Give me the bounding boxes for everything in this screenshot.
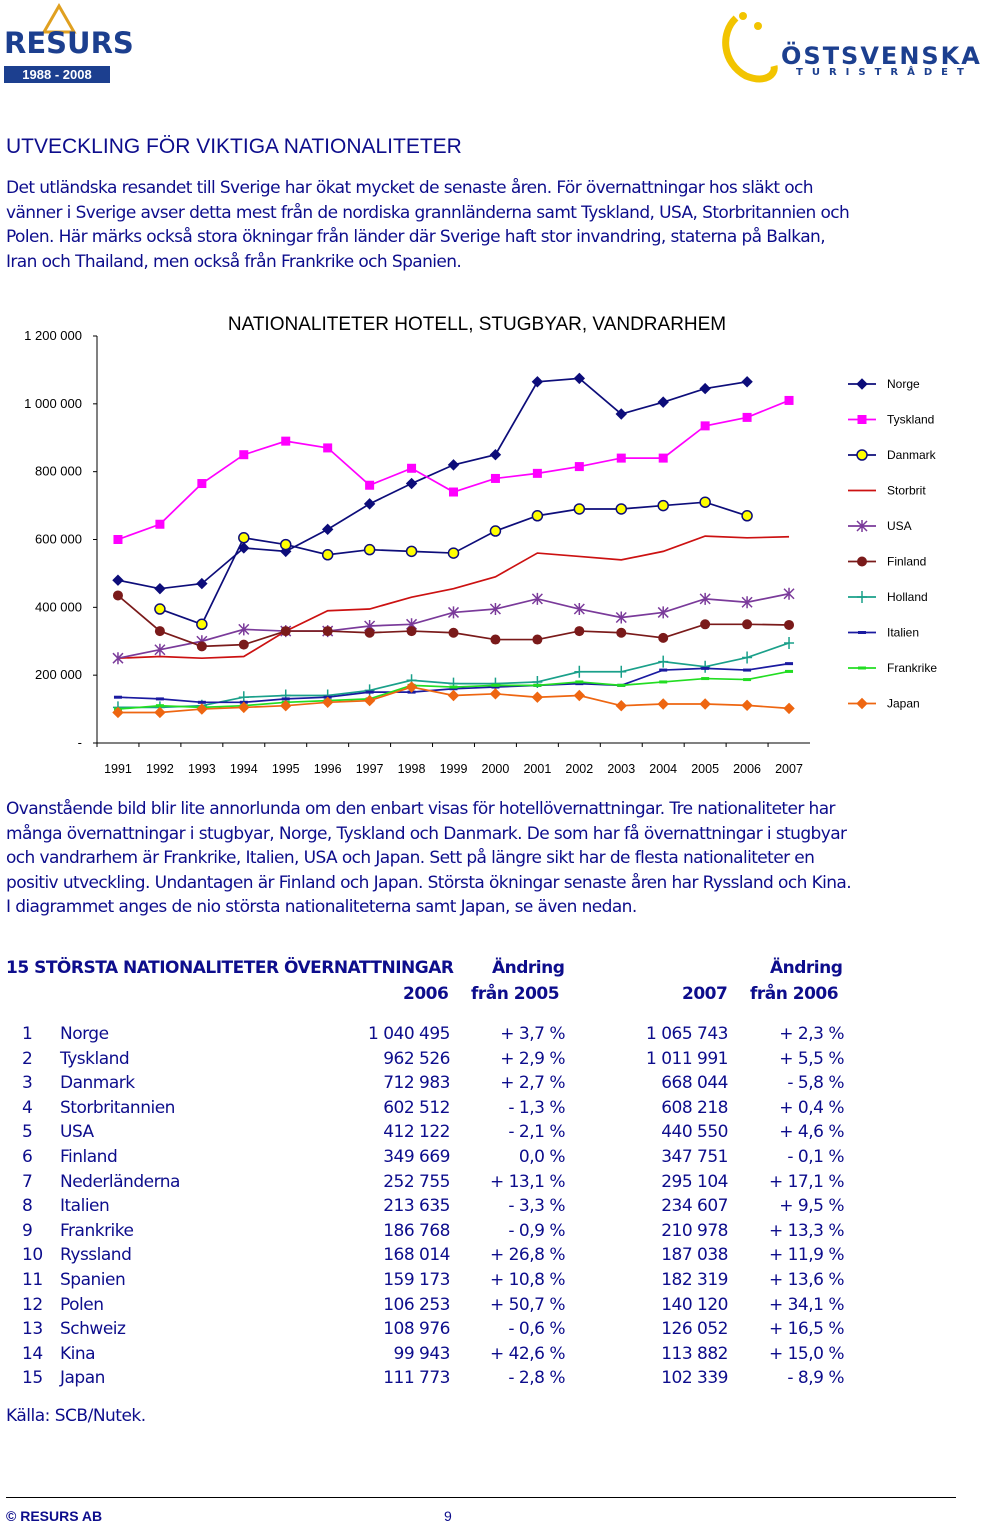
rank-cell: 15	[22, 1368, 43, 1389]
data-point	[155, 584, 165, 594]
series-line	[118, 595, 789, 646]
rank-cell: 3	[22, 1073, 33, 1094]
data-point	[197, 479, 206, 488]
data-point	[659, 669, 667, 672]
data-point	[617, 454, 626, 463]
nationality-cell: Danmark	[60, 1073, 135, 1094]
data-point	[198, 701, 206, 704]
col-from-2006: från 2006	[750, 984, 839, 1004]
table-row	[0, 1319, 960, 1343]
col-change-2007: Ändring	[770, 958, 843, 978]
legend-label: Finland	[887, 554, 927, 569]
value-2007-cell: 187 038	[661, 1245, 728, 1266]
series-finland	[113, 590, 794, 651]
nationality-cell: Finland	[60, 1147, 118, 1167]
data-point	[407, 479, 417, 489]
data-point	[616, 628, 626, 638]
nationality-cell: Storbritannien	[60, 1097, 175, 1118]
chart-legend	[848, 377, 937, 711]
data-point	[743, 669, 751, 672]
data-point	[533, 469, 542, 478]
data-point	[155, 520, 164, 529]
footer-copyright: © RESURS AB	[6, 1508, 103, 1524]
rank-cell: 2	[22, 1048, 33, 1069]
value-2006-cell: 168 014	[383, 1245, 450, 1266]
data-point	[742, 652, 752, 664]
data-point	[743, 678, 751, 681]
data-point	[574, 504, 584, 514]
data-point	[281, 437, 290, 446]
change-2007-cell: + 11,9 %	[768, 1245, 844, 1266]
y-tick-label: 600 000	[35, 531, 82, 547]
value-2006-cell: 349 669	[383, 1147, 450, 1167]
data-point	[700, 384, 710, 394]
data-point	[616, 666, 626, 678]
data-point	[239, 702, 249, 712]
paragraph-line: och vandrarhem är Frankrike, Italien, USA och Japan. Sett på längre sikt har de flesta nationaliteter en	[6, 848, 815, 869]
ostsvenska-logo-name: ÖSTSVENSKA	[781, 42, 982, 70]
data-point	[700, 699, 710, 709]
data-point	[784, 637, 794, 649]
data-point	[617, 684, 625, 687]
x-tick-label: 2004	[649, 762, 678, 776]
value-2007-cell: 102 339	[661, 1368, 728, 1389]
change-2006-cell: + 50,7 %	[489, 1294, 565, 1315]
legend-label: Norge	[887, 377, 920, 391]
legend-label: USA	[887, 519, 912, 533]
change-2006-cell: - 0,9 %	[508, 1220, 565, 1241]
intro-paragraph	[6, 176, 849, 274]
data-point	[784, 620, 794, 630]
x-tick-label: 2005	[691, 762, 720, 776]
data-point	[282, 697, 290, 700]
nationality-cell: Nederländerna	[60, 1171, 180, 1192]
rank-cell: 13	[22, 1319, 43, 1340]
change-2006-cell: + 42,6 %	[489, 1343, 565, 1364]
intro-line: vänner i Sverige avser detta mest från de nordiska grannländerna samt Tyskland, USA, Storbritannien och	[6, 202, 850, 223]
second-paragraph	[6, 797, 851, 920]
nationality-cell: Polen	[60, 1294, 104, 1315]
table-row	[0, 1270, 960, 1294]
data-point	[658, 501, 668, 511]
legend-item	[848, 484, 926, 498]
x-tick-label: 2007	[775, 762, 803, 776]
data-point	[155, 707, 165, 717]
table-row	[0, 1049, 960, 1073]
col-2006: 2006	[403, 984, 449, 1004]
data-point	[574, 666, 584, 678]
value-2007-cell: 347 751	[661, 1147, 728, 1167]
change-2006-cell: - 2,8 %	[508, 1368, 565, 1389]
data-point	[407, 464, 416, 473]
change-2007-cell: + 16,5 %	[768, 1319, 844, 1340]
nationalities-line-chart	[0, 300, 960, 790]
nationality-cell: Schweiz	[60, 1319, 126, 1340]
data-point	[323, 626, 333, 636]
x-tick-label: 2001	[523, 762, 552, 776]
x-tick-label: 1992	[146, 762, 174, 776]
value-2006-cell: 962 526	[383, 1048, 450, 1069]
change-2006-cell: - 0,6 %	[508, 1319, 565, 1340]
value-2007-cell: 295 104	[661, 1171, 728, 1192]
change-2006-cell: + 10,8 %	[489, 1270, 565, 1290]
data-point	[407, 546, 417, 556]
rank-cell: 1	[22, 1024, 33, 1044]
change-2007-cell: + 17,1 %	[768, 1171, 844, 1192]
data-point	[407, 682, 417, 692]
data-point	[742, 619, 752, 629]
value-2006-cell: 106 253	[383, 1294, 450, 1315]
change-2006-cell: 0,0 %	[518, 1147, 565, 1167]
nationality-cell: Frankrike	[60, 1220, 134, 1241]
change-2007-cell: - 0,1 %	[787, 1147, 844, 1167]
data-point	[113, 575, 123, 585]
legend-item	[848, 519, 912, 533]
data-point	[575, 462, 584, 471]
value-2007-cell: 182 319	[661, 1270, 728, 1290]
table-row	[0, 1221, 960, 1245]
data-point	[239, 640, 249, 650]
intro-line: Det utländska resandet till Sverige har ökat mycket de senaste åren. För övernattningar hos släkt och	[6, 178, 813, 198]
value-2006-cell: 99 943	[393, 1343, 450, 1364]
data-point	[858, 667, 866, 670]
data-point	[574, 626, 584, 636]
legend-label: Tyskland	[887, 412, 935, 427]
y-tick-label: 200 000	[35, 667, 82, 683]
data-point	[449, 460, 459, 470]
nationality-cell: Kina	[60, 1343, 96, 1364]
data-point	[155, 626, 165, 636]
table-row	[0, 1098, 960, 1122]
x-tick-label: 2002	[565, 762, 594, 776]
table-heading: 15 STÖRSTA NATIONALITETER ÖVERNATTNINGAR	[6, 958, 454, 978]
page-number: 9	[444, 1508, 452, 1524]
source-note: Källa: SCB/Nutek.	[6, 1406, 146, 1426]
change-2007-cell: + 34,1 %	[768, 1294, 844, 1315]
change-2007-cell: + 5,5 %	[779, 1048, 844, 1069]
data-point	[532, 635, 542, 645]
data-point	[365, 545, 375, 555]
series-usa	[113, 588, 794, 664]
legend-label: Italien	[887, 625, 920, 640]
data-point	[658, 397, 668, 407]
rank-cell: 5	[22, 1122, 33, 1143]
value-2007-cell: 668 044	[661, 1073, 728, 1094]
value-2007-cell: 140 120	[661, 1294, 728, 1315]
paragraph-line: många övernattningar i stugbyar, Norge, Tyskland och Danmark. De som har få övernattningar i stugbyar	[6, 823, 847, 844]
data-point	[857, 699, 867, 709]
table-row	[0, 1073, 960, 1097]
table-row	[0, 1295, 960, 1319]
data-point	[156, 704, 164, 707]
legend-label: Storbrit	[887, 483, 926, 498]
data-point	[449, 488, 458, 497]
legend-item	[848, 626, 919, 640]
ostsvenska-sun-icon	[716, 8, 776, 82]
legend-item	[848, 697, 920, 711]
data-point	[365, 481, 374, 490]
data-point	[857, 379, 867, 389]
nationality-cell: USA	[60, 1122, 94, 1143]
value-2007-cell: 440 550	[661, 1122, 728, 1143]
y-tick-label: 1 200 000	[24, 328, 82, 343]
data-point	[366, 691, 374, 694]
rank-cell: 14	[22, 1343, 43, 1364]
data-point	[532, 511, 542, 521]
nationality-cell: Spanien	[60, 1270, 126, 1290]
value-2006-cell: 712 983	[383, 1073, 450, 1094]
data-point	[449, 691, 459, 701]
data-point	[323, 550, 333, 560]
value-2006-cell: 108 976	[383, 1319, 450, 1340]
value-2006-cell: 412 122	[383, 1122, 450, 1143]
data-point	[785, 670, 793, 673]
change-2006-cell: + 26,8 %	[489, 1245, 565, 1266]
data-point	[616, 701, 626, 711]
series-line	[160, 502, 747, 624]
data-point	[658, 656, 668, 668]
data-point	[784, 703, 794, 713]
data-point	[239, 533, 249, 543]
y-tick-label: 1 000 000	[24, 395, 82, 411]
footer-divider	[6, 1497, 956, 1498]
data-point	[659, 454, 668, 463]
rank-cell: 12	[22, 1294, 43, 1315]
value-2006-cell: 1 040 495	[367, 1024, 450, 1044]
resurs-logo-word: RESURS	[4, 26, 134, 60]
change-2007-cell: + 9,5 %	[779, 1196, 844, 1217]
data-point	[742, 377, 752, 387]
change-2007-cell: + 13,6 %	[768, 1270, 844, 1290]
value-2007-cell: 126 052	[661, 1319, 728, 1340]
legend-label: Holland	[887, 590, 928, 604]
legend-label: Danmark	[887, 448, 936, 462]
rank-cell: 9	[22, 1220, 33, 1241]
legend-item	[848, 555, 926, 569]
table-row	[0, 1147, 960, 1171]
ostsvenska-logo-sub: TURISTRÅDET	[796, 67, 973, 78]
change-2007-cell: + 13,3 %	[768, 1220, 844, 1241]
data-point	[281, 626, 291, 636]
x-tick-label: 1998	[397, 762, 426, 776]
data-point	[574, 691, 584, 701]
change-2006-cell: + 3,7 %	[500, 1024, 565, 1044]
data-point	[490, 450, 500, 460]
change-2006-cell: + 2,7 %	[500, 1073, 565, 1094]
table-row	[0, 1024, 960, 1048]
x-tick-label: 1999	[439, 762, 468, 776]
value-2006-cell: 159 173	[383, 1270, 450, 1290]
change-2007-cell: + 4,6 %	[779, 1122, 844, 1143]
data-point	[490, 526, 500, 536]
legend-item	[848, 448, 937, 462]
data-point	[114, 696, 122, 699]
change-2007-cell: + 2,3 %	[779, 1024, 844, 1044]
rank-cell: 6	[22, 1147, 33, 1167]
data-point	[785, 662, 793, 665]
data-point	[156, 697, 164, 700]
x-tick-label: 2006	[733, 762, 761, 776]
nationality-cell: Norge	[60, 1024, 109, 1044]
intro-line: Iran och Thailand, men också från Frankrike och Spanien.	[6, 251, 462, 272]
data-point	[155, 604, 165, 614]
data-point	[785, 396, 794, 405]
table-row	[0, 1172, 960, 1196]
x-tick-label: 1991	[104, 762, 132, 776]
x-tick-label: 1993	[187, 762, 216, 776]
data-point	[533, 684, 541, 687]
data-point	[449, 628, 459, 638]
data-point	[532, 692, 542, 702]
y-tick-label: 400 000	[35, 599, 82, 615]
data-point	[113, 590, 123, 600]
x-tick-label: 1996	[313, 762, 342, 776]
value-2007-cell: 1 065 743	[645, 1024, 728, 1044]
x-tick-label: 2003	[607, 762, 636, 776]
data-point	[407, 626, 417, 636]
value-2006-cell: 186 768	[383, 1220, 450, 1241]
y-tick-label: 800 000	[35, 463, 82, 479]
rank-cell: 8	[22, 1196, 33, 1217]
y-tick-label: -	[77, 735, 82, 750]
series-line	[118, 378, 747, 588]
change-2007-cell: - 5,8 %	[787, 1073, 844, 1094]
data-point	[700, 619, 710, 629]
nationality-cell: Italien	[60, 1196, 110, 1217]
data-point	[858, 415, 867, 424]
rank-cell: 10	[22, 1245, 43, 1266]
data-point	[197, 619, 207, 629]
x-tick-label: 1994	[229, 762, 258, 776]
nationality-cell: Ryssland	[60, 1245, 132, 1266]
data-point	[323, 524, 333, 534]
value-2006-cell: 111 773	[383, 1368, 450, 1389]
data-point	[449, 548, 459, 558]
change-2006-cell: + 13,1 %	[489, 1171, 565, 1192]
change-2006-cell: - 2,1 %	[508, 1122, 565, 1143]
data-point	[742, 511, 752, 521]
table-row	[0, 1196, 960, 1220]
data-point	[701, 677, 709, 680]
data-point	[113, 535, 122, 544]
x-tick-label: 2000	[481, 762, 510, 776]
legend-label: Japan	[887, 696, 920, 711]
data-point	[858, 631, 866, 634]
value-2007-cell: 113 882	[661, 1343, 728, 1364]
value-2006-cell: 213 635	[383, 1196, 450, 1217]
data-point	[365, 684, 375, 696]
x-tick-label: 1997	[355, 762, 384, 776]
table-row	[0, 1122, 960, 1146]
table-row	[0, 1245, 960, 1269]
change-2007-cell: + 0,4 %	[779, 1097, 844, 1118]
data-point	[491, 474, 500, 483]
data-point	[700, 497, 710, 507]
data-point	[490, 635, 500, 645]
rank-cell: 7	[22, 1171, 33, 1192]
intro-line: Polen. Här märks också stora ökningar från länder där Sverige haft stor invandring, staterna på Balkan,	[6, 227, 826, 248]
data-point	[658, 699, 668, 709]
data-point	[197, 641, 207, 651]
data-point	[857, 591, 867, 603]
series-line	[118, 594, 789, 658]
nationality-cell: Japan	[60, 1368, 105, 1389]
change-2006-cell: - 3,3 %	[508, 1196, 565, 1217]
data-point	[450, 686, 458, 689]
legend-item	[848, 590, 928, 604]
data-point	[323, 697, 333, 707]
data-point	[575, 680, 583, 683]
change-2007-cell: - 8,9 %	[787, 1368, 844, 1389]
value-2007-cell: 234 607	[661, 1196, 728, 1217]
table-row	[0, 1368, 960, 1392]
value-2007-cell: 1 011 991	[645, 1048, 728, 1069]
rank-cell: 4	[22, 1097, 33, 1118]
value-2007-cell: 210 978	[661, 1220, 728, 1241]
paragraph-line: I diagrammet anges de nio största nationaliteterna samt Japan, se även nedan.	[6, 897, 637, 918]
page-title: UTVECKLING FÖR VIKTIGA NATIONALITETER	[6, 135, 462, 158]
legend-item	[848, 661, 937, 675]
data-point	[491, 684, 499, 687]
nationality-cell: Tyskland	[60, 1048, 130, 1069]
data-point	[701, 421, 710, 430]
x-tick-label: 1995	[271, 762, 300, 776]
col-2007: 2007	[682, 984, 728, 1004]
data-point	[365, 499, 375, 509]
data-point	[281, 540, 291, 550]
data-point	[323, 443, 332, 452]
data-point	[857, 557, 867, 567]
value-2007-cell: 608 218	[661, 1097, 728, 1118]
table-row	[0, 1344, 960, 1368]
series-norge	[113, 373, 752, 593]
data-point	[857, 450, 867, 460]
col-from-2005: från 2005	[471, 984, 560, 1004]
resurs-logo-years: 1988 - 2008	[4, 66, 110, 83]
rank-cell: 11	[22, 1270, 43, 1290]
legend-item	[848, 377, 920, 391]
change-2006-cell: - 1,3 %	[508, 1097, 565, 1118]
data-point	[365, 628, 375, 638]
chart-title: NATIONALITETER HOTELL, STUGBYAR, VANDRARHEM	[227, 314, 727, 335]
data-point	[743, 413, 752, 422]
change-2006-cell: + 2,9 %	[500, 1048, 565, 1069]
change-2007-cell: + 15,0 %	[768, 1343, 844, 1364]
value-2006-cell: 602 512	[383, 1097, 450, 1118]
paragraph-line: positiv utveckling. Undantagen är Finland och Japan. Största ökningar senaste åren har Ryssland och Kina.	[6, 872, 852, 893]
data-point	[659, 680, 667, 683]
data-point	[742, 700, 752, 710]
value-2006-cell: 252 755	[383, 1171, 450, 1192]
data-point	[701, 667, 709, 670]
data-point	[658, 633, 668, 643]
legend-label: Frankrike	[887, 661, 938, 675]
data-point	[239, 450, 248, 459]
chart-series-layer	[113, 373, 794, 717]
data-point	[532, 377, 542, 387]
paragraph-line: Ovanstående bild blir lite annorlunda om den enbart visas för hotellövernattningar. Tre nationaliteter har	[6, 799, 835, 819]
data-point	[616, 504, 626, 514]
legend-item	[848, 413, 934, 427]
col-change-2006: Ändring	[492, 958, 565, 978]
data-point	[490, 689, 500, 699]
data-point	[700, 661, 710, 673]
